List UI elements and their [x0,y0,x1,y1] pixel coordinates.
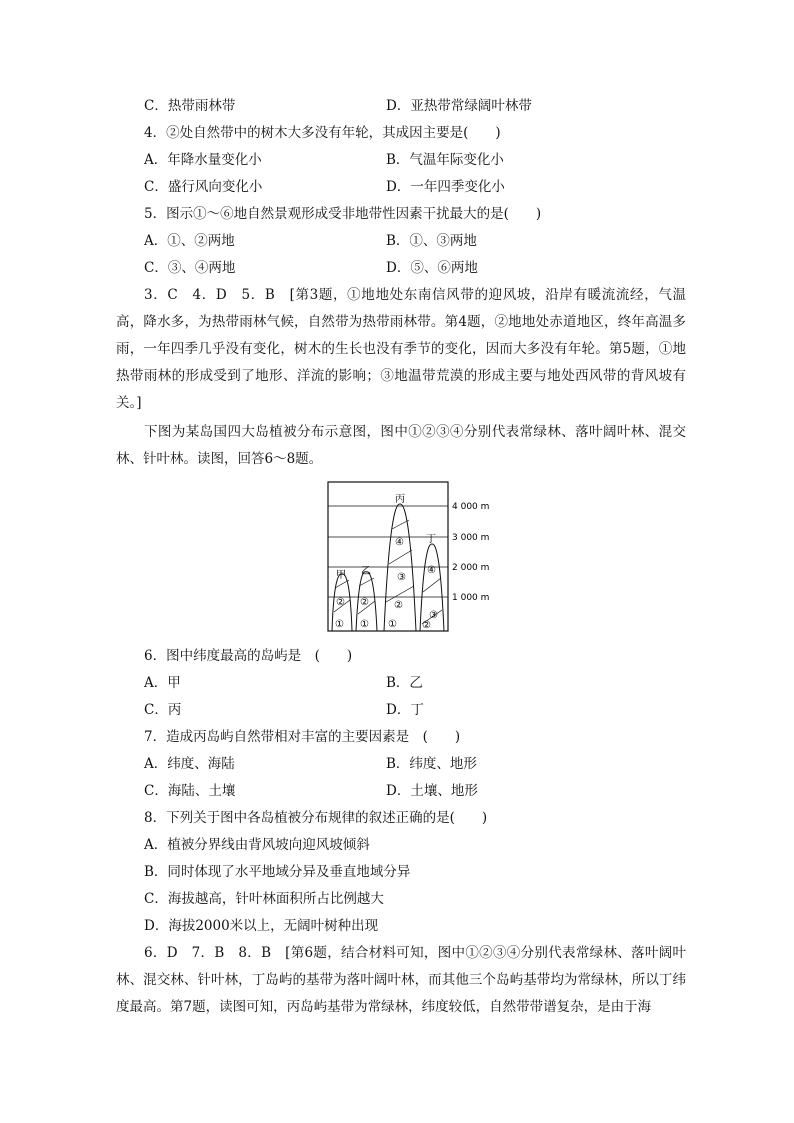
zone-boundary [423,578,441,592]
zone-boundary [389,550,412,564]
figure-frame [328,482,448,631]
q8-option-d: D．海拔2000米以上，无阔叶树种出现 [144,918,379,934]
altitude-label: 1 000 m [452,593,490,603]
vegetation-diagram [328,482,518,632]
zone-mark: ② [394,600,403,611]
q6-option-b: B．乙 [386,675,423,691]
zone-mark: ① [388,619,397,630]
q4-option-c: C．盛行风向变化小 [144,179,263,195]
q4-option-d: D．一年四季变化小 [386,179,505,195]
q6-stem: 6．图中纬度最高的岛屿是 ( ) [144,648,353,664]
island-label-bing: 丙 [395,494,405,505]
altitude-label: 3 000 m [452,533,490,543]
q6-option-a: A．甲 [144,675,181,691]
island-label-yi: 乙 [361,566,371,577]
q5-option-c: C．③、④两地 [144,260,236,276]
q4-stem: 4．②处自然带中的树木大多没有年轮，其成因主要是( ) [144,125,501,141]
q6-option-c: C．丙 [144,702,182,718]
island-bing-outline [384,504,416,631]
zone-mark: ① [335,619,344,630]
zone-mark: ④ [427,565,436,576]
q5-option-b: B．①、③两地 [386,233,477,249]
q7-option-b: B．纬度、地形 [386,756,477,772]
q3-option-d: D．亚热带常绿阔叶林带 [386,98,532,114]
island-label-jia: 甲 [336,570,346,581]
altitude-label: 2 000 m [452,563,490,573]
q8-option-c: C．海拔越高，针叶林面积所占比例越大 [144,891,384,907]
zone-mark: ① [360,619,369,630]
altitude-label: 4 000 m [452,502,490,512]
answer-6-8: 6．D 7．B 8．B [第6题，结合材料可知，图中①②③④分别代表常绿林、落叶阔叶林、混交林、针叶林，丁岛屿的基带为落叶阔叶林，而其他三个岛屿基带均为常绿林，所以丁纬度最高。第7题，读图可知，丙岛屿基带为常绿林，纬度较低，自然带带谱复杂，是由于海 [116,945,686,1015]
intro-6-8: 下图为某岛国四大岛植被分布示意图，图中①②③④分别代表常绿林、落叶阔叶林、混交林、针叶林。读图，回答6～8题。 [116,424,686,467]
q4-option-a: A．年降水量变化小 [144,152,262,168]
q7-option-c: C．海陆、土壤 [144,783,236,799]
q8-stem: 8．下列关于图中各岛植被分布规律的叙述正确的是( ) [144,810,488,826]
island-label-ding: 丁 [426,534,436,545]
q5-option-a: A．①、②两地 [144,233,235,249]
q8-option-a: A．植被分界线由背风坡向迎风坡倾斜 [144,837,370,853]
q4-option-b: B．气温年际变化小 [386,152,504,168]
q7-option-a: A．纬度、海陆 [144,756,235,772]
zone-mark: ③ [429,610,438,621]
q6-option-d: D．丁 [386,702,424,718]
zone-mark: ③ [397,572,406,583]
zone-mark: ② [422,620,431,631]
answer-3-5: 3．C 4．D 5．B [第3题，①地地处东南信风带的迎风坡，沿岸有暖流流经，气温高，降水多，为热带雨林气候，自然带为热带雨林带。第4题，②地地处赤道地区，终年高温多雨，一年四季几乎没有变化，树木的生长也没有季节的变化，因而大多没有年轮。第5题，①地热带雨林的形成受到了地形、洋流的影响；③地温带荒漠的形成主要与地处西风带的背风坡有关。] [116,287,686,411]
zone-mark: ② [360,597,369,608]
q3-option-c: C．热带雨林带 [144,98,236,114]
q7-stem: 7．造成丙岛屿自然带相对丰富的主要因素是 ( ) [144,729,461,745]
vegetation-figure [328,482,490,632]
q8-option-b: B．同时体现了水平地域分异及垂直地域分异 [144,864,411,880]
zone-mark: ② [336,597,345,608]
zone-boundary [392,520,409,529]
q5-option-d: D．⑤、⑥两地 [386,260,478,276]
q7-option-d: D．土壤、地形 [386,783,478,799]
q5-stem: 5．图示①～⑥地自然景观形成受非地带性因素干扰最大的是( ) [144,206,542,222]
zone-mark: ④ [395,537,404,548]
